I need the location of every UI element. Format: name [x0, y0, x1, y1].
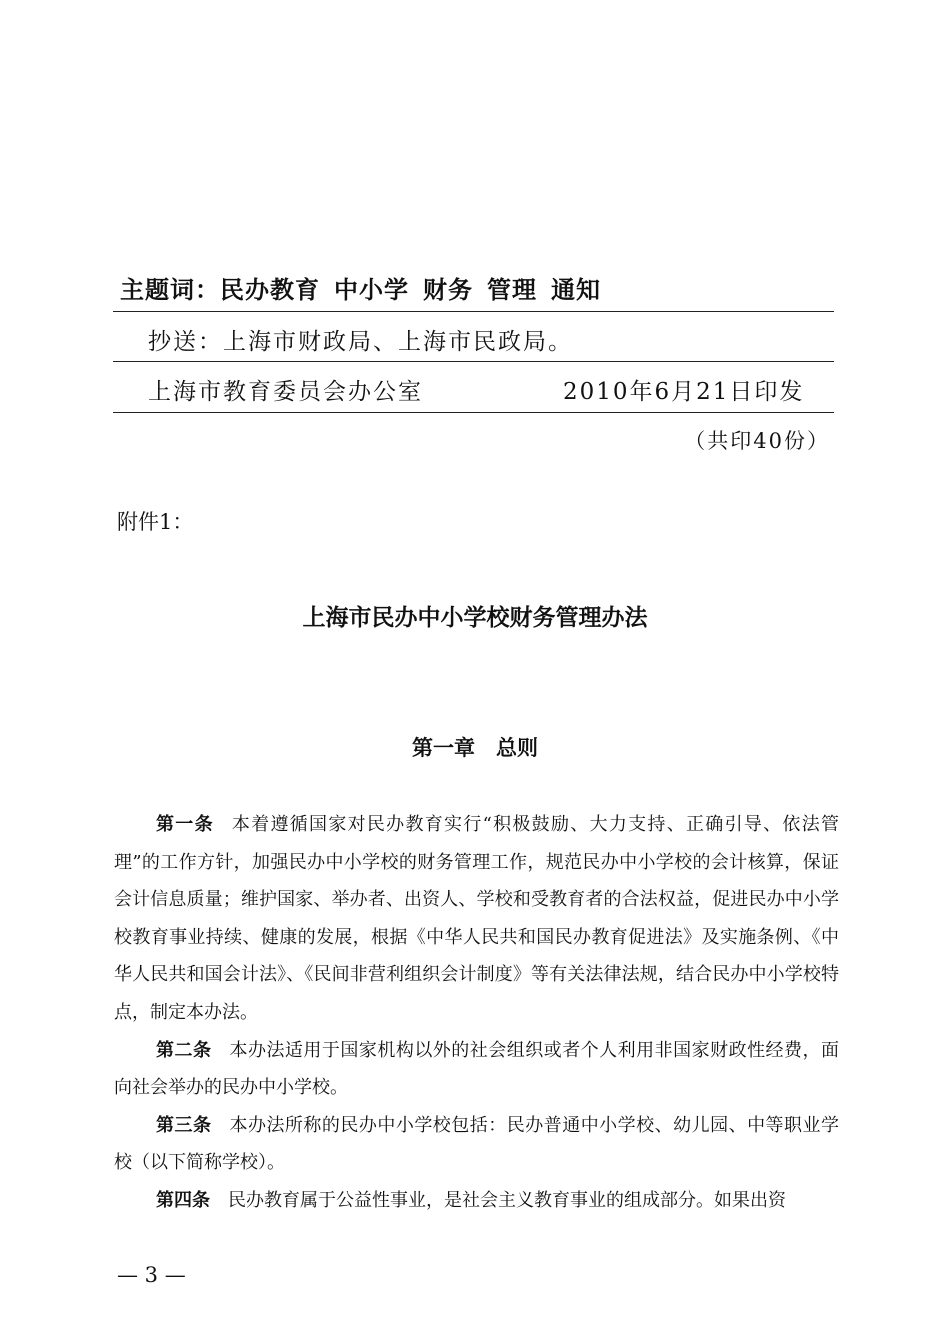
divider-line: [113, 311, 834, 312]
subject-keywords-line: [120, 270, 615, 305]
issuer-office: 上海市教育委员会办公室: [148, 379, 423, 405]
articles-body: [114, 806, 839, 1220]
article-number: 第二条: [156, 1039, 212, 1061]
subject-keyword: 民办教育: [220, 276, 320, 304]
subject-keyword: 财务: [423, 276, 473, 304]
article-number: 第四条: [156, 1189, 210, 1211]
copies-count: （共印40份）: [684, 429, 830, 453]
article-text: 本办法所称的民办中小学校包括：民办普通中小学校、幼儿园、中等职业学校（以下简称学校）。: [114, 1114, 840, 1174]
document-title: 上海市民办中小学校财务管理办法: [302, 605, 648, 631]
attachment-label: 附件1：: [117, 510, 194, 534]
article-number: 第一条: [156, 814, 214, 835]
article-paragraph: [114, 1032, 839, 1107]
page-number: — 3 —: [117, 1263, 186, 1287]
divider-line: [113, 361, 834, 362]
article-paragraph: [114, 806, 839, 1032]
subject-keyword: 管理: [487, 276, 537, 304]
chapter-title: 第一章 总则: [412, 736, 538, 760]
article-text: 民办教育属于公益性事业，是社会主义教育事业的组成部分。如果出资: [228, 1189, 786, 1211]
article-number: 第三条: [156, 1114, 212, 1136]
subject-keyword: 通知: [551, 276, 601, 304]
article-paragraph: [114, 1107, 839, 1182]
article-paragraph: [114, 1182, 839, 1220]
divider-line: [113, 412, 834, 413]
article-text: 本着遵循国家对民办教育实行“积极鼓励、大力支持、正确引导、依法管理”的工作方针，加强民办中小学校的财务管理工作，规范民办中小学校的会计核算，保证会计信息质量；维护国家、举办者、出资人、学校和受教育者的合法权益，促进民办中小学校教育事业持续、健康的发展，根据《中华人民共和国民办教育促进法》及实施条例、《中华人民共和国会计法》、《民间非营利组织会计制度》等有关法律法规，结合民办中小学校特点，制定本办法。: [114, 814, 840, 1023]
issue-date: 2010年6月21日印发: [563, 379, 805, 405]
subject-keyword: 中小学: [334, 276, 409, 304]
subject-label: 主题词：: [120, 276, 220, 304]
article-text: 本办法适用于国家机构以外的社会组织或者个人利用非国家财政性经费，面向社会举办的民办中小学校。: [114, 1039, 840, 1099]
cc-line: 抄送：上海市财政局、上海市民政局。: [148, 329, 573, 355]
